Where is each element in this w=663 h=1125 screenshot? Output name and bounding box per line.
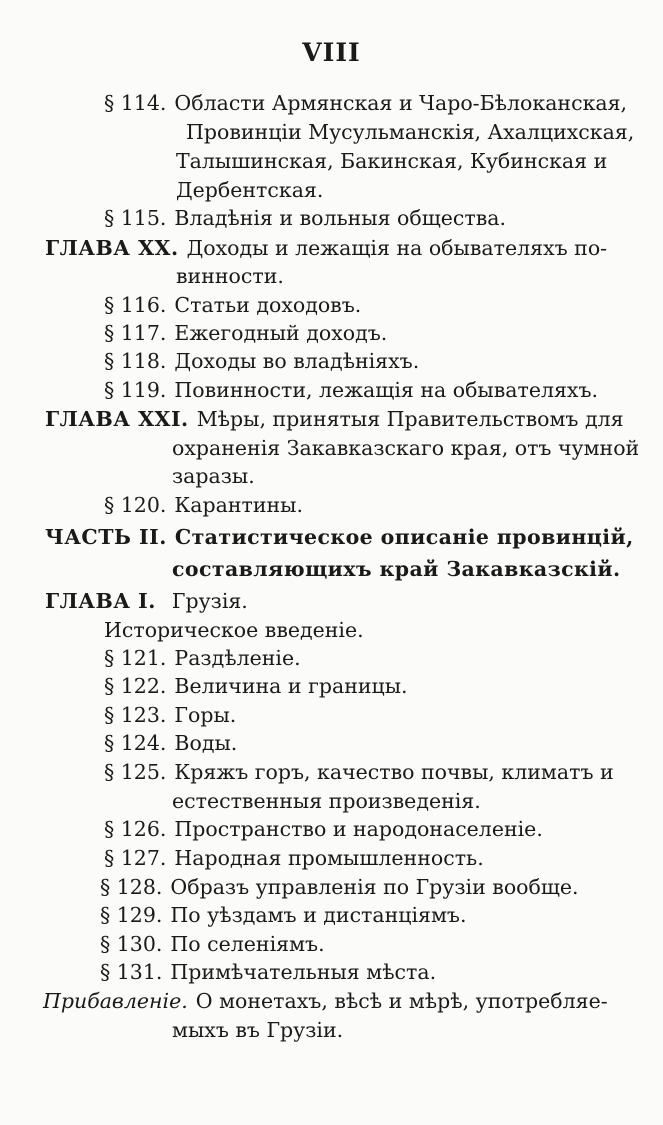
- entry-title: Доходы во владѣніяхъ.: [174, 349, 420, 373]
- entry-title: Карантины.: [174, 493, 304, 517]
- chapter-heading-20: [45, 235, 607, 261]
- section-number: § 123.: [104, 703, 167, 727]
- section-number: § 126.: [104, 817, 167, 841]
- section-number: § 116.: [104, 293, 167, 317]
- appendix-label: Прибавленіе.: [43, 989, 188, 1013]
- chapter-label: ГЛАВА XX.: [45, 236, 179, 260]
- section-number: § 130.: [100, 932, 163, 956]
- toc-entry-125-cont: естественныя произведенія.: [172, 789, 481, 813]
- toc-entry-129: [100, 902, 466, 928]
- part-title-cont: составляющихъ край Закавказскій.: [172, 557, 621, 581]
- section-number: § 121.: [104, 646, 167, 670]
- entry-title: Повинности, лежащія на обывателяхъ.: [174, 378, 599, 402]
- section-number: § 131.: [100, 960, 163, 984]
- part-heading-2: [45, 524, 634, 550]
- toc-entry-127: [104, 845, 484, 871]
- page-number: VIII: [302, 38, 361, 67]
- appendix-title: О монетахъ, вѣсѣ и мѣрѣ, употребляе-: [195, 989, 608, 1013]
- chapter-title-cont: охраненія Закавказскаго края, отъ чумной: [172, 436, 640, 460]
- entry-title: Примѣчательныя мѣста.: [170, 960, 437, 984]
- section-number: § 129.: [100, 903, 163, 927]
- section-number: § 122.: [104, 674, 167, 698]
- section-number: § 114.: [104, 91, 167, 115]
- section-number: § 125.: [104, 760, 167, 784]
- toc-entry-114-cont: Талышинская, Бакинская, Кубинская и: [176, 149, 608, 173]
- chapter-title-cont: винности.: [176, 264, 284, 288]
- toc-entry-126: [104, 816, 543, 842]
- section-number: § 124.: [104, 731, 167, 755]
- section-number: § 115.: [104, 206, 167, 230]
- chapter-title: Доходы и лежащія на обывателяхъ по-: [186, 236, 608, 260]
- entry-title: Воды.: [174, 731, 238, 755]
- section-number: § 119.: [104, 378, 167, 402]
- chapter-title-cont: заразы.: [172, 464, 255, 488]
- chapter-title: Мѣры, принятыя Правительствомъ для: [196, 407, 624, 431]
- toc-entry-118: [104, 348, 419, 374]
- chapter-heading-1: [45, 588, 248, 614]
- toc-entry-114: [104, 90, 627, 116]
- entry-title: По селеніямъ.: [170, 932, 325, 956]
- entry-title: Статьи доходовъ.: [174, 293, 362, 317]
- entry-title: Владѣнія и вольныя общества.: [174, 206, 507, 230]
- entry-title: По уѣздамъ и дистанціямъ.: [170, 903, 467, 927]
- toc-entry-119: [104, 377, 598, 403]
- section-number: § 118.: [104, 349, 167, 373]
- appendix-entry: [43, 988, 608, 1014]
- toc-entry-114-cont: Дербентская.: [176, 178, 324, 202]
- entry-title: Ежегодный доходъ.: [174, 321, 388, 345]
- chapter-label: ГЛАВА I.: [45, 589, 156, 613]
- entry-title: Народная промышленность.: [174, 846, 484, 870]
- entry-title: Раздѣленіе.: [174, 646, 301, 670]
- entry-title: Кряжъ горъ, качество почвы, климатъ и: [174, 760, 614, 784]
- chapter-label: ГЛАВА XXI.: [45, 407, 189, 431]
- entry-title: Области Армянская и Чаро-Бѣлоканская,: [174, 91, 628, 115]
- section-number: § 120.: [104, 493, 167, 517]
- section-number: § 128.: [100, 875, 163, 899]
- toc-entry-114-cont: Провинціи Мусульманскія, Ахалцихская,: [186, 120, 635, 144]
- section-number: § 127.: [104, 846, 167, 870]
- toc-entry-131: [100, 959, 436, 985]
- toc-entry-117: [104, 320, 387, 346]
- toc-entry-128: [100, 874, 579, 900]
- toc-entry-124: [104, 730, 237, 756]
- appendix-title-cont: мыхъ въ Грузіи.: [172, 1018, 344, 1042]
- section-number: § 117.: [104, 321, 167, 345]
- toc-entry-123: [104, 702, 236, 728]
- chapter-heading-21: [45, 406, 624, 432]
- toc-entry-125: [104, 759, 614, 785]
- part-label: ЧАСТЬ II.: [45, 525, 167, 549]
- toc-entry-116: [104, 292, 361, 318]
- toc-entry-120: [104, 492, 303, 518]
- entry-title: Величина и границы.: [174, 674, 408, 698]
- toc-entry-121: [104, 645, 301, 671]
- entry-title: Горы.: [174, 703, 237, 727]
- chapter-title: Грузія.: [171, 589, 248, 613]
- historical-introduction: Историческое введеніе.: [104, 618, 364, 642]
- toc-entry-130: [100, 931, 325, 957]
- part-title: Статистическое описаніе провинцій,: [174, 525, 634, 549]
- toc-entry-115: [104, 205, 506, 231]
- entry-title: Образъ управленія по Грузіи вообще.: [170, 875, 579, 899]
- entry-title: Пространство и народонаселеніе.: [174, 817, 543, 841]
- toc-entry-122: [104, 673, 408, 699]
